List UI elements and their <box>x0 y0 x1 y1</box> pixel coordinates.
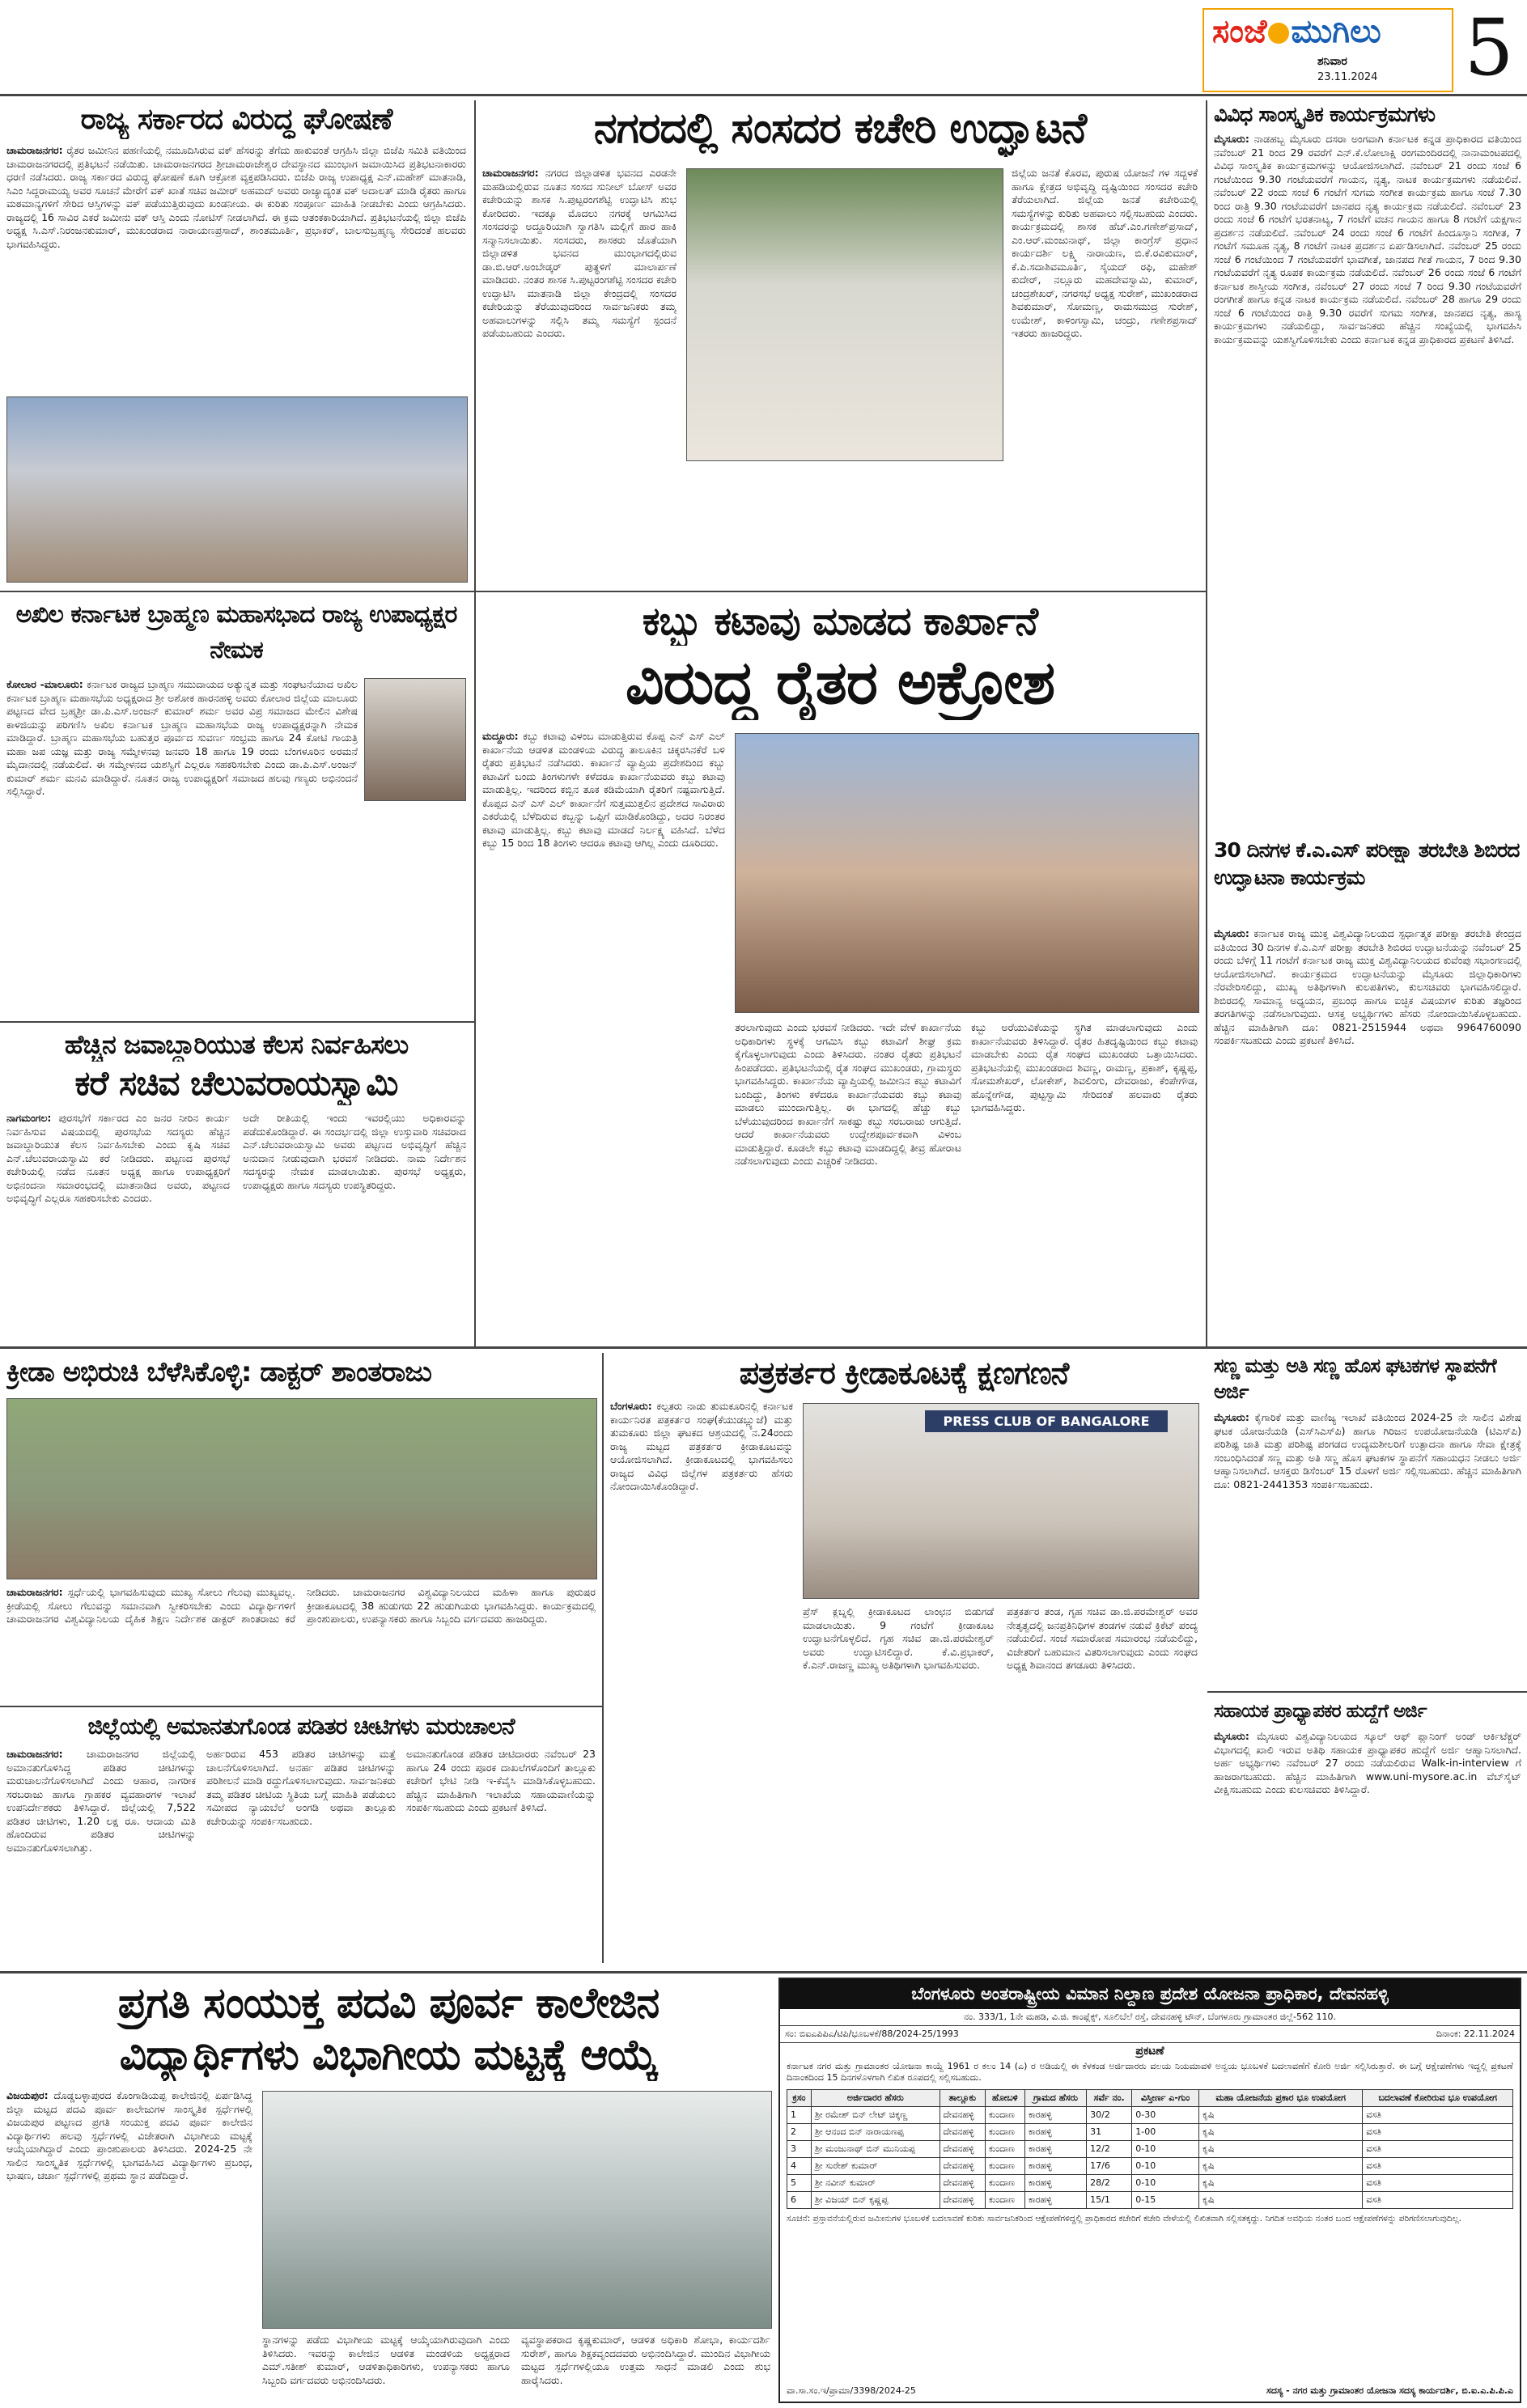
notice-table-header: ಗ್ರಾಮದ ಹೆಸರು <box>1024 2089 1086 2106</box>
notice-table-cell: ಕೃಷಿ <box>1198 2140 1362 2157</box>
notice-table-cell: ವಸತಿ <box>1363 2106 1513 2123</box>
article-headline: 30 ದಿನಗಳ ಕೆ.ಎ.ಎಸ್ ಪರೀಕ್ಷಾ ತರಬೇತಿ ಶಿಬಿರದ ಉದ್ಘಾಟನಾ ಕಾರ್ಯಕ್ರಮ <box>1214 838 1520 889</box>
article-col-1: ಮದ್ದೂರು: ಕಬ್ಬು ಕಟಾವು ವಿಳಂಬ ಮಾಡುತ್ತಿರುವ ಕೊಪ್ಪ ಎನ್ ಎಸ್ ಎಲ್ ಕಾರ್ಖಾನೆಯ ಆಡಳಿತ ಮಂಡಳಿಯ ವಿರುದ್ಧ ತಾಲೂಕಿನ ಚಿಕ್ಕರಸಿನಕೆರೆ ಬಳಿ ರೈತರು ಪ್ರತಿಭಟನೆ ನಡೆಸಿದರು. ಕಾರ್ಖಾನೆ ವ್ಯಾಪ್ತಿಯ ಪ್ರದೇಶದಿಂದ ಕಬ್ಬು ಕಟಾವಿಗೆ ಬಂದು ತಿಂಗಳುಗಳೇ ಕಳೆದರೂ ಕಾರ್ಖಾನೆಯವರು ಕಬ್ಬು ಕಟಾವು ಮಾಡುತ್ತಿಲ್ಲ. ಇದರಿಂದ ಕಬ್ಬಿನ ತೂಕ ಕಡಿಮೆಯಾಗಿ ರೈತರಿಗೆ ನಷ್ಟವಾಗುತ್ತಿದೆ. ಕೊಪ್ಪದ ಎನ್ ಎಸ್ ಎಲ್ ಕಾರ್ಖಾನೆಗೆ ಸುತ್ತಮುತ್ತಲಿನ ಪ್ರದೇಶದ ಸಾವಿರಾರು ಎಕರೆಯಲ್ಲಿ ಬೆಳೆದಿರುವ ಕಬ್ಬನ್ನು ಒಪ್ಪಿಗೆ ಮಾಡಿಕೊಂಡಿದ್ದು, ಅದರ ನಿರಂತರ ಕಟಾವು ಮಾಡುತ್ತಿಲ್ಲ. ಕಬ್ಬು ಕಟಾವು ಮಾಡದೆ ನಿರ್ಲಕ್ಷ್ಯ ವಹಿಸಿದೆ. ಬೆಳೆದ ಕಬ್ಬು 15 ರಿಂದ 18 ತಿಂಗಳು ಆದರೂ ಕಟಾವು ಆಗಿಲ್ಲ ಎಂದು ದೂರಿದರು. <box>482 730 725 849</box>
article-headline: ಸಹಾಯಕ ಪ್ರಾಧ್ಯಾಪಕರ ಹುದ್ದೆಗೆ ಅರ್ಜಿ <box>1214 1701 1427 1722</box>
notice-footer-left: ವಾ.ಸಾ.ಸಂ.ಇ/ಪ್ರಾಮಾ/3398/2024-25 <box>787 2385 916 2396</box>
notice-table-cell: 0-10 <box>1132 2140 1199 2157</box>
notice-table-cell: 5 <box>787 2174 812 2191</box>
notice-table-header: ವಿಸ್ತೀರ್ಣ ಎ-ಗುಂ <box>1132 2089 1199 2106</box>
notice-table-cell: ಕುಂದಾಣ <box>985 2174 1024 2191</box>
notice-table-cell: 0-15 <box>1132 2191 1199 2208</box>
notice-table-cell: ಕಾರಹಳ್ಳಿ <box>1024 2140 1086 2157</box>
notice-table-cell: 6 <box>787 2191 812 2208</box>
notice-table-cell: ಕಾರಹಳ್ಳಿ <box>1024 2106 1086 2123</box>
article-col-1: ಬೆಂಗಳೂರು: ಕಲ್ಪತರು ನಾಡು ತುಮಕೂರಿನಲ್ಲಿ ಕರ್ನಾಟಕ ಕಾರ್ಯನಿರತ ಪತ್ರಕರ್ತರ ಸಂಘ(ಕೆಯುಡಬ್ಲ್ಯುಜೆ) ಮತ್ತು ತುಮಕೂರು ಜಿಲ್ಲಾ ಘಟಕದ ಆಶ್ರಯದಲ್ಲಿ ನ.24ರಂದು ರಾಜ್ಯ ಮಟ್ಟದ ಪತ್ರಕರ್ತರ ಕ್ರೀಡಾಕೂಟವನ್ನು ಆಯೋಜಿಸಲಾಗಿದೆ. ಕ್ರೀಡಾಕೂಟದಲ್ಲಿ ಭಾಗವಹಿಸಲು ರಾಜ್ಯದ ವಿವಿಧ ಜಿಲ್ಲೆಗಳ ಪತ್ರಕರ್ತರು ಹೆಸರು ನೋಂದಾಯಿಸಿಕೊಂಡಿದ್ದಾರೆ. <box>610 1400 793 1492</box>
article-headline-line2: ವಿರುದ್ಧ ರೈತರ ಅಕ್ರೋಶ <box>625 648 1055 718</box>
notice-table-cell: 1-00 <box>1132 2123 1199 2140</box>
notice-table-cell: ಕಾರಹಳ್ಳಿ <box>1024 2191 1086 2208</box>
article-headline-line1: ಹೆಚ್ಚಿನ ಜವಾಬ್ದಾರಿಯುತ ಕೆಲಸ ನಿರ್ವಹಿಸಲು <box>64 1029 409 1060</box>
notice-table-row <box>787 2123 1513 2140</box>
article-body: ಚಾಮರಾಜನಗರ: ರೈತರ ಜಮೀನಿನ ಪಹಣಿಯಲ್ಲಿ ನಮೂದಿಸಿರುವ ವಕ್ ಹೆಸರನ್ನು ತೆಗೆದು ಹಾಕುವಂತೆ ಆಗ್ರಹಿಸಿ ಜಿಲ್ಲಾ ಬಿಜೆಪಿ ಸಮಿತಿ ವತಿಯಿಂದ ಚಾಮರಾಜನಗರದಲ್ಲಿ ಪ್ರತಿಭಟನೆ ನಡೆಯಿತು. ಚಾಮರಾಜನಗರದ ಶ್ರೀಚಾಮರಾಜೇಶ್ವರ ದೇವಸ್ಥಾನದ ಮುಂಭಾಗ ಜಮಾಯಿಸಿದ ಪ್ರತಿಭಟನಾಕಾರರು ಧರಣಿ ನಡೆಸಿದರು. ರಾಜ್ಯ ಸರ್ಕಾರದ ವಿರುದ್ಧ ಘೋಷಣೆ ಕೂಗಿ ಆಕ್ರೋಶ ವ್ಯಕ್ತಪಡಿಸಿದರು. ಬಿಜೆಪಿ ರಾಜ್ಯ ಉಪಾಧ್ಯಕ್ಷ ಎನ್.ಮಹೇಶ್ ಮಾತನಾಡಿ, ಸಿಎಂ ಸಿದ್ದರಾಮಯ್ಯ ಅವರ ಸೂಚನೆ ಮೇರೆಗೆ ವಕ್ ಖಾತೆ ಸಚಿವ ಜಮೀರ್ ಅಹಮದ್ ಅವರು ರಾಜ್ಯಾದ್ಯಂತ ವಕ್ ಅದಾಲತ್ ಮಾಡಿ ರೈತರು ಹಾಗೂ ಮಠಮಾನ್ಯಗಳಿಗೆ ಸೇರಿದ ಆಸ್ತಿಗಳನ್ನು ವಕ್ ಪಡೆಯುತ್ತಿರುವುದು ಖಂಡನೀಯ. ಈ ಕುರಿತು ಸಂಪೂರ್ಣ ಮಾಹಿತಿ ನೀಡಬೇಕು ಎಂದು ಆಗ್ರಹಿಸಿದರು. ರಾಜ್ಯದಲ್ಲಿ 16 ಸಾವಿರ ಎಕರೆ ಜಮೀನು ವಕ್ ಆಸ್ತಿ ಎಂದು ನೋಟಿಸ್ ನೀಡಲಾಗಿದೆ. ಈ ಕ್ರಮ ಆತಂಕಕಾರಿಯಾಗಿದೆ. ಪ್ರತಿಭಟನೆಯಲ್ಲಿ ಜಿಲ್ಲಾ ಬಿಜೆಪಿ ಅಧ್ಯಕ್ಷ ಸಿ.ಎಸ್.ನಿರಂಜನಕುಮಾರ್, ಮುಖಂಡರಾದ ನಾರಾಯಣಪ್ರಸಾದ್, ಶಾಂತಮೂರ್ತಿ, ಪ್ರಭಾಕರ್, ಬಾಲಸುಬ್ರಹ್ಮಣ್ಯ ಸೇರಿದಂತೆ ಹಲವರು ಭಾಗವಹಿಸಿದ್ದರು. <box>6 144 466 250</box>
students-photo <box>262 2091 772 2329</box>
article-journalists-sports-meet <box>610 1353 1198 1963</box>
notice-table-cell: ಕೃಷಿ <box>1198 2174 1362 2191</box>
notice-table-cell: ದೇವನಹಳ್ಳಿ <box>940 2106 985 2123</box>
article-headline: ಪತ್ರಕರ್ತರ ಕ್ರೀಡಾಕೂಟಕ್ಕೆ ಕ್ಷಣಗಣನೆ <box>739 1355 1069 1391</box>
article-body: ಮೈಸೂರು: ಕೈಗಾರಿಕೆ ಮತ್ತು ವಾಣಿಜ್ಯ ಇಲಾಖೆ ವತಿಯಿಂದ 2024-25 ನೇ ಸಾಲಿನ ವಿಶೇಷ ಘಟಕ ಯೋಜನೆಯಡಿ (ಎಸ್‌ಸಿಎಸ್‌ಪಿ) ಹಾಗೂ ಗಿರಿಜನ ಉಪಯೋಜನೆಯಡಿ (ಟಿಎಸ್‌ಪಿ) ಪರಿಶಿಷ್ಟ ಜಾತಿ ಮತ್ತು ಪರಿಶಿಷ್ಟ ಪಂಗಡದ ಉದ್ಯಮಶೀಲರಿಗೆ ಉತ್ಪಾದನಾ ಹಾಗೂ ಸೇವಾ ಕ್ಷೇತ್ರಕ್ಕೆ ಸಂಬಂಧಿಸಿದಂತೆ ಸಣ್ಣ ಮತ್ತು ಅತಿ ಸಣ್ಣ ಹೊಸ ಘಟಕಗಳ ಸ್ಥಾಪನೆಗೆ ಸಹಾಯಧನ ನೀಡಲು ಅರ್ಜಿ ಆಹ್ವಾನಿಸಲಾಗಿದೆ. ಆಸಕ್ತರು ಡಿಸೆಂಬರ್ 15 ರೊಳಗೆ ಅರ್ಜಿ ಸಲ್ಲಿಸಬಹುದು. ಹೆಚ್ಚಿನ ಮಾಹಿತಿಗಾಗಿ ದೂ: 0821-2441353 ಸಂಪರ್ಕಿಸಬಹುದು. <box>1214 1411 1521 1490</box>
notice-table-cell: ಶ್ರೀ ರಮೇಶ್ ಬಿನ್ ಲೇಟ್ ಚಿಕ್ಕಣ್ಣ <box>811 2106 940 2123</box>
notice-table-cell: ಶ್ರೀ ಆನಂದ ಬಿನ್ ನಾರಾಯಣಪ್ಪ <box>811 2123 940 2140</box>
notice-table-cell: ಶ್ರೀ ಸುರೇಶ್ ಕುಮಾರ್ <box>811 2157 940 2174</box>
article-col-2: ಅದೇ ರೀತಿಯಲ್ಲಿ ಇಂದು ಇವರಲ್ಲಿಯು ಅಧಿಕಾರವನ್ನು ಪಡೆದುಕೊಂಡಿದ್ದಾರೆ. ಈ ಸಂದರ್ಭದಲ್ಲಿ ಜಿಲ್ಲಾ ಉಸ್ತುವಾರಿ ಸಚಿವರಾದ ಎನ್.ಚೆಲುವರಾಯಸ್ವಾಮಿ ಅವರು ಪಟ್ಟಣದ ಅಭಿವೃದ್ಧಿಗೆ ಹೆಚ್ಚಿನ ಅನುದಾನ ನೀಡುವುದಾಗಿ ಭರವಸೆ ನೀಡಿದರು. ನಾಮ ನಿರ್ದೇಶನ ಸದಸ್ಯರನ್ನು ನೇಮಕ ಮಾಡಲಾಯಿತು. ಪುರಸಭೆ ಅಧ್ಯಕ್ಷರು, ಉಪಾಧ್ಯಕ್ಷರು ಹಾಗೂ ಸದಸ್ಯರು ಉಪಸ್ಥಿತರಿದ್ದರು. <box>243 1112 466 1191</box>
masthead <box>1203 8 1453 92</box>
notice-table-cell: ಶ್ರೀ ನವೀನ್ ಕುಮಾರ್ <box>811 2174 940 2191</box>
notice-table-cell: ದೇವನಹಳ್ಳಿ <box>940 2123 985 2140</box>
notice-table-cell: 0-10 <box>1132 2174 1199 2191</box>
article-sports-interest <box>6 1353 596 1701</box>
notice-table-row <box>787 2106 1513 2123</box>
notice-table <box>787 2089 1513 2209</box>
notice-footer-right: ಸದಸ್ಯ - ನಗರ ಮತ್ತು ಗ್ರಾಮಾಂತರ ಯೋಜನಾ ಸದಸ್ಯ ಕಾರ್ಯದರ್ಶಿ, ಬಿ.ಐ.ಎ.ಪಿ.ಪಿ.ಎ <box>1266 2385 1513 2396</box>
article-col-1: ಚಾಮರಾಜನಗರ: ಚಾಮರಾಜನಗರ ಜಿಲ್ಲೆಯಲ್ಲಿ ಅಮಾನತುಗೊಳಿಸಿದ್ದ ಪಡಿತರ ಚೀಟಿಗಳನ್ನು ಮರುಚಾಲನೆಗೊಳಿಸಲಾಗಿದೆ ಎಂದು ಆಹಾರ, ನಾಗರೀಕ ಸರಬರಾಜು ಹಾಗೂ ಗ್ರಾಹಕರ ವ್ಯವಹಾರಗಳ ಇಲಾಖೆ ಉಪನಿರ್ದೇಶಕರು ತಿಳಿಸಿದ್ದಾರೆ. ಜಿಲ್ಲೆಯಲ್ಲಿ 7,522 ಪಡಿತರ ಚೀಟಿಗಳು, 1.20 ಲಕ್ಷ ರೂ. ಆದಾಯ ಮಿತಿ ಹೊಂದಿರುವ ಪಡಿತರ ಚೀಟಿಗಳನ್ನು ಅಮಾನತುಗೊಳಿಸಲಾಗಿತ್ತು. <box>6 1748 196 1854</box>
article-col-4: ಕಬ್ಬು ಅರೆಯುವಿಕೆಯನ್ನು ಸ್ಥಗಿತ ಮಾಡಲಾಗುವುದು ಎಂದು ಕಾರ್ಖಾನೆಯವರು ತಿಳಿಸಿದ್ದಾರೆ. ರೈತರ ಹಿತದೃಷ್ಟಿಯಿಂದ ಕಬ್ಬು ಕಟಾವು ಮಾಡಬೇಕು ಎಂದು ರೈತ ಸಂಘದ ಮುಖಂಡರು ಒತ್ತಾಯಿಸಿದರು. ಪ್ರತಿಭಟನೆಯಲ್ಲಿ ಮುಖಂಡರಾದ ಶಿವಣ್ಣ, ರಾಮಣ್ಣ, ಪ್ರಕಾಶ್, ಕೃಷ್ಣಪ್ಪ, ಸೋಮಶೇಖರ್, ಲೋಕೇಶ್, ಶಿವಲಿಂಗು, ದೇವರಾಜು, ಕೆಂಪೇಗೌಡ, ಹೊನ್ನೇಗೌಡ, ಪುಟ್ಟಸ್ವಾಮಿ ಸೇರಿದಂತೆ ಹಲವಾರು ರೈತರು ಭಾಗವಹಿಸಿದ್ದರು. <box>971 1021 1198 1113</box>
notice-table-cell: ದೇವನಹಳ್ಳಿ <box>940 2140 985 2157</box>
article-cultural-programs <box>1214 100 1521 829</box>
notice-table-header: ಸರ್ವೆ ನಂ. <box>1087 2089 1132 2106</box>
masthead-day: ಶನಿವಾರ <box>1317 55 1347 68</box>
notice-table-cell: ಕಾರಹಳ್ಳಿ <box>1024 2174 1086 2191</box>
notice-table-cell: ಕುಂದಾಣ <box>985 2157 1024 2174</box>
notice-table-cell: ಕೃಷಿ <box>1198 2123 1362 2140</box>
notice-table-cell: ಶ್ರೀ ವಿಜಯ್ ಬಿನ್ ಕೃಷ್ಣಪ್ಪ <box>811 2191 940 2208</box>
article-minister-cheluvarayaswamy <box>6 1028 466 1335</box>
notice-table-cell: ವಸತಿ <box>1363 2191 1513 2208</box>
notice-table-header: ಹೋಬಳಿ <box>985 2089 1024 2106</box>
notice-title: ಬೆಂಗಳೂರು ಅಂತರಾಷ್ಟ್ರೀಯ ವಿಮಾನ ನಿಲ್ದಾಣ ಪ್ರದೇಶ ಯೋಜನಾ ಪ್ರಾಧಿಕಾರ, ದೇವನಹಳ್ಳಿ <box>780 1979 1520 2009</box>
notice-table-cell: ಕೃಷಿ <box>1198 2191 1362 2208</box>
article-brahmana-mahasabha <box>6 597 466 1015</box>
notice-table-cell: ವಸತಿ <box>1363 2157 1513 2174</box>
notice-table-cell: ಕಾರಹಳ್ಳಿ <box>1024 2157 1086 2174</box>
farmers-protest-photo <box>735 733 1199 1013</box>
article-headline: ಅಖಿಲ ಕರ್ನಾಟಕ ಬ್ರಾಹ್ಮಣ ಮಹಾಸಭಾದ ರಾಜ್ಯ ಉಪಾಧ್ಯಕ್ಷರ ನೇಮಕ <box>15 600 457 664</box>
notice-table-cell: ಕೃಷಿ <box>1198 2157 1362 2174</box>
article-col-1: ಚಾಮರಾಜನಗರ: ನಗರದ ಜಿಲ್ಲಾಡಳಿತ ಭವನದ ಎರಡನೇ ಮಹಡಿಯಲ್ಲಿರುವ ನೂತನ ಸಂಸದ ಸುನೀಲ್ ಬೋಸ್ ಅವರ ಕಚೇರಿಯನ್ನು ಶಾಸಕ ಸಿ.ಪುಟ್ಟರಂಗಶೆಟ್ಟಿ ಉದ್ಘಾಟಿಸಿ ಶುಭ ಕೋರಿದರು. ಇದಕ್ಕೂ ಮೊದಲು ನಗರಕ್ಕೆ ಆಗಮಿಸಿದ ಸಂಸದರನ್ನು ಅದ್ದೂರಿಯಾಗಿ ಸ್ವಾಗತಿಸಿ ಮಲ್ಲಿಗೆ ಹಾರ ಹಾಕಿ ಸನ್ಮಾನಿಸಲಾಯಿತು. ಸಂಸದರು, ಶಾಸಕರು ಜೊತೆಯಾಗಿ ಜಿಲ್ಲಾಡಳಿತ ಭವನದ ಮುಂಭಾಗದಲ್ಲಿರುವ ಡಾ.ಬಿ.ಆರ್.ಅಂಬೇಡ್ಕರ್ ಪುತ್ಥಳಿಗೆ ಮಾಲಾರ್ಪಣೆ ಮಾಡಿದರು. ನಂತರ ಶಾಸಕ ಸಿ.ಪುಟ್ಟರಂಗಶೆಟ್ಟಿ ಸಂಸದರ ಕಚೇರಿ ಉದ್ಘಾಟಿಸಿ ಮಾತನಾಡಿ ಜಿಲ್ಲಾ ಕೇಂದ್ರದಲ್ಲಿ ಸಂಸದರ ಕಚೇರಿಯನ್ನು ತೆರೆಯುವುದರಿಂದ ಸಾರ್ವಜನಿಕರು ತಮ್ಮ ಅಹವಾಲುಗಳನ್ನು ಸಲ್ಲಿಸಿ ತಮ್ಮ ಸಮಸ್ಯೆಗೆ ಸ್ಪಂದನೆ ಪಡೆಯಬಹುದು ಎಂದರು. <box>482 167 677 339</box>
article-col-3: ಅಮಾನತುಗೊಂಡ ಪಡಿತರ ಚೀಟಿದಾರರು ನವೆಂಬರ್ 23 ಹಾಗೂ 24 ರಂದು ಪೂರಕ ದಾಖಲೆಗಳೊಂದಿಗೆ ತಾಲ್ಲೂಕು ಕಚೇರಿಗೆ ಭೇಟಿ ನೀಡಿ ಇ-ಕೆವೈಸಿ ಮಾಡಿಸಿಕೊಳ್ಳಬಹುದು. ಹೆಚ್ಚಿನ ಮಾಹಿತಿಗಾಗಿ ಇಲಾಖೆಯ ಸಹಾಯವಾಣಿಯನ್ನು ಸಂಪರ್ಕಿಸಬಹುದು ಎಂದು ಪ್ರಕಟಣೆ ತಿಳಿಸಿದೆ. <box>406 1748 596 1813</box>
notice-note: ಸೂಚನೆ: ಪ್ರಸ್ತಾವನೆಯಲ್ಲಿರುವ ಜಮೀನುಗಳ ಭೂಬಳಕೆ ಬದಲಾವಣೆ ಕುರಿತು ಸಾರ್ವಜನಿಕರಿಂದ ಆಕ್ಷೇಪಣೆಗಳಿದ್ದಲ್ಲಿ ಪ್ರಾಧಿಕಾರದ ಕಚೇರಿಗೆ ಕಚೇರಿ ವೇಳೆಯಲ್ಲಿ ಲಿಖಿತವಾಗಿ ಸಲ್ಲಿಸತಕ್ಕದ್ದು. ನಿಗದಿತ ಅವಧಿಯ ನಂತರ ಬಂದ ಆಕ್ಷೇಪಣೆಗಳನ್ನು ಪರಿಗಣಿಸಲಾಗುವುದಿಲ್ಲ. <box>787 2213 1462 2224</box>
article-col-2: ಸ್ಥಾನಗಳನ್ನು ಪಡೆದು ವಿಭಾಗೀಯ ಮಟ್ಟಕ್ಕೆ ಆಯ್ಕೆಯಾಗಿರುವುದಾಗಿ ಎಂದು ತಿಳಿಸಿದರು. ಇವರನ್ನು ಕಾಲೇಜಿನ ಆಡಳಿತ ಮಂಡಳಿಯ ಅಧ್ಯಕ್ಷರಾದ ಎಮ್.ಸತೀಶ್ ಕುಮಾರ್, ಆಡಳಿತಾಧಿಕಾರಿಗಳು, ಉಪನ್ಯಾಸಕರು ಹಾಗೂ ಸಿಬ್ಬಂದಿ ವರ್ಗದವರು ಅಭಿನಂದಿಸಿದರು. <box>262 2334 510 2386</box>
notice-table-cell: 2 <box>787 2123 812 2140</box>
notice-table-cell: ಕುಂದಾಣ <box>985 2191 1024 2208</box>
notice-subtitle: ಪ್ರಕಟಣೆ <box>1135 2045 1164 2058</box>
notice-table-cell: ಕಾರಹಳ್ಳಿ <box>1024 2123 1086 2140</box>
notice-table-row <box>787 2157 1513 2174</box>
article-body: ಮೈಸೂರು: ನಾಡಹಬ್ಬ ಮೈಸೂರು ದಸರಾ ಅಂಗವಾಗಿ ಕರ್ನಾಟಕ ಕನ್ನಡ ಪ್ರಾಧಿಕಾರದ ವತಿಯಿಂದ ನವೆಂಬರ್ 21 ರಿಂದ 29 ರವರೆಗೆ ಎನ್.ಕೆ.ಲೋಲಾಕ್ಷಿ ರಂಗಮಂದಿರದಲ್ಲಿ ನಾನಾಮಂಟಪದಲ್ಲಿ ವಿವಿಧ ಸಾಂಸ್ಕೃತಿಕ ಕಾರ್ಯಕ್ರಮಗಳನ್ನು ಆಯೋಜಿಸಲಾಗಿದೆ. ನವೆಂಬರ್ 21 ರಂದು ಸಂಜೆ 6 ಗಂಟೆಯಿಂದ 9.30 ಗಂಟೆಯವರೆಗೆ ಗಾಯನ, ನೃತ್ಯ, ನಾಟಕ ಕಾರ್ಯಕ್ರಮಗಳು ನಡೆಯಲಿವೆ. ನವೆಂಬರ್ 22 ರಂದು ಸಂಜೆ 6 ಗಂಟೆಗೆ ಸುಗಮ ಸಂಗೀತ ಕಾರ್ಯಕ್ರಮ ಹಾಗೂ ಸಂಜೆ 7.30 ರಿಂದ ರಾತ್ರಿ 9.30 ಗಂಟೆಯವರೆಗೆ ಜಾನಪದ ನೃತ್ಯ ಕಾರ್ಯಕ್ರಮ ನಡೆಯಲಿದೆ. ನವೆಂಬರ್ 23 ರಂದು ಸಂಜೆ 6 ಗಂಟೆಗೆ ಭರತನಾಟ್ಯ, 7 ಗಂಟೆಗೆ ವಚನ ಗಾಯನ ಹಾಗೂ 8 ಗಂಟೆಗೆ ಯಕ್ಷಗಾನ ಪ್ರದರ್ಶನ ನಡೆಯಲಿದೆ. ನವೆಂಬರ್ 24 ರಂದು ಸಂಜೆ 6 ಗಂಟೆಗೆ ಹಿಂದೂಸ್ತಾನಿ ಸಂಗೀತ, 7 ಗಂಟೆಗೆ ಸಮೂಹ ನೃತ್ಯ, 8 ಗಂಟೆಗೆ ನಾಟಕ ಪ್ರದರ್ಶನ ಏರ್ಪಡಿಸಲಾಗಿದೆ. ನವೆಂಬರ್ 25 ರಂದು ಸಂಜೆ 6 ಗಂಟೆಯಿಂದ 7 ಗಂಟೆಯವರೆಗೆ ಭಾವಗೀತೆ, ಜಾನಪದ ಗೀತೆ ಗಾಯನ, 7 ರಿಂದ 9.30 ಗಂಟೆಯವರೆಗೆ ನೃತ್ಯ ರೂಪಕ ಕಾರ್ಯಕ್ರಮ ನಡೆಯಲಿದೆ. ನವೆಂಬರ್ 26 ರಂದು ಸಂಜೆ 6 ಗಂಟೆಗೆ ಕರ್ನಾಟಕ ಶಾಸ್ತ್ರೀಯ ಸಂಗೀತ, ನವೆಂಬರ್ 27 ರಂದು ಸಂಜೆ 7 ರಿಂದ 9.30 ಗಂಟೆಯವರೆಗೆ ರಂಗಗೀತೆ ಹಾಗೂ ಕನ್ನಡ ನಾಟಕ ಕಾರ್ಯಕ್ರಮ ನಡೆಯಲಿದೆ. ನವೆಂಬರ್ 28 ಹಾಗೂ 29 ರಂದು ಸಂಜೆ 6 ಗಂಟೆಯಿಂದ ರಾತ್ರಿ 9.30 ರವರೆಗೆ ಸುಗಮ ಸಂಗೀತ, ಜಾನಪದ ನೃತ್ಯ, ಹಾಸ್ಯ ಕಾರ್ಯಕ್ರಮಗಳು ನಡೆಯಲಿದ್ದು, ಸಾರ್ವಜನಿಕರು ಹೆಚ್ಚಿನ ಸಂಖ್ಯೆಯಲ್ಲಿ ಭಾಗವಹಿಸಿ ಕಾರ್ಯಕ್ರಮವನ್ನು ಯಶಸ್ವಿಗೊಳಿಸಬೇಕು ಎಂದು ಕರ್ನಾಟಕ ಕನ್ನಡ ಪ್ರಾಧಿಕಾರದ ಪ್ರಕಟಣೆ ತಿಳಿಸಿದೆ. <box>1214 133 1521 346</box>
notice-table-cell: 4 <box>787 2157 812 2174</box>
article-body: ಚಾಮರಾಜನಗರ: ಸ್ಪರ್ಧೆಯಲ್ಲಿ ಭಾಗವಹಿಸುವುದು ಮುಖ್ಯ ಸೋಲು ಗೆಲುವು ಮುಖ್ಯವಲ್ಲ. ಕ್ರೀಡೆಯಲ್ಲಿ ಸೋಲು ಗೆಲುವನ್ನು ಸಮಾನವಾಗಿ ಸ್ವೀಕರಿಸಬೇಕು ಎಂದು ವಿದ್ಯಾರ್ಥಿಗಳಿಗೆ ಚಾಮರಾಜನಗರ ವಿಶ್ವವಿದ್ಯಾನಿಲಯ ದೈಹಿಕ ಶಿಕ್ಷಣ ನಿರ್ದೇಶಕ ಡಾಕ್ಟರ್ ಶಾಂತರಾಜು ಕರೆ ನೀಡಿದರು. ಚಾಮರಾಜನಗರ ವಿಶ್ವವಿದ್ಯಾನಿಲಯದ ಮಹಿಳಾ ಹಾಗೂ ಪುರುಷರ ಕ್ರೀಡಾಕೂಟದಲ್ಲಿ 38 ಹುಡುಗರು 22 ಹುಡುಗಿಯರು ಭಾಗವಹಿಸಿದ್ದರು. ಕಾರ್ಯಕ್ರಮದಲ್ಲಿ ಪ್ರಾಂಶುಪಾಲರು, ಉಪನ್ಯಾಸಕರು ಹಾಗೂ ಸಿಬ್ಬಂದಿ ವರ್ಗದವರು ಹಾಜರಿದ್ದರು. <box>6 1586 596 1625</box>
notice-table-cell: ವಸತಿ <box>1363 2140 1513 2157</box>
notice-table-cell: 31 <box>1087 2123 1132 2140</box>
portrait-photo <box>364 678 466 801</box>
notice-table-cell: ಕುಂದಾಣ <box>985 2123 1024 2140</box>
article-col-2: ಜಿಲ್ಲೆಯ ಜನತೆ ಕೊರವ, ಪುರುಷ ಯೋಜನೆ ಗಳ ಸದ್ಬಳಕೆ ಹಾಗೂ ಕ್ಷೇತ್ರದ ಅಭಿವೃದ್ಧಿ ದೃಷ್ಟಿಯಿಂದ ಸಂಸದರ ಕಚೇರಿ ತೆರೆಯಲಾಗಿದೆ. ಜಿಲ್ಲೆಯ ಜನತೆ ಕಚೇರಿಯಲ್ಲಿ ಸಮಸ್ಯೆಗಳನ್ನು ಕುರಿತು ಅಹವಾಲು ಸಲ್ಲಿಸಬಹುದು ಎಂದರು. ಕಾರ್ಯಕ್ರಮದಲ್ಲಿ ಶಾಸಕ ಹೆಚ್.ಎಂ.ಗಣೇಶ್‌ಪ್ರಸಾದ್, ಎಂ.ಆರ್.ಮಂಜುನಾಥ್, ಜಿಲ್ಲಾ ಕಾಂಗ್ರೆಸ್ ಪ್ರಧಾನ ಕಾರ್ಯದರ್ಶಿ ಲಕ್ಷ್ಮಿ ನಾರಾಯಣ, ಬಿ.ಕೆ.ರವಿಕುಮಾರ್, ಕೆ.ಪಿ.ಸದಾಶಿವಮೂರ್ತಿ, ಸೈಯದ್ ರಫಿ, ಮಹೇಶ್ ಕುದೇರ್, ನಲ್ಲೂರು ಮಹದೇವಸ್ವಾಮಿ, ಕುಮಾರ್, ಚಂದ್ರಶೇಖರ್, ನಗರಸಭೆ ಅಧ್ಯಕ್ಷ ಸುರೇಶ್, ಮುಖಂಡರಾದ ಶಿವಕುಮಾರ್, ಸೋಮಣ್ಣ, ರಾಮಸಮುದ್ರ ಸುರೇಶ್, ಉಮೇಶ್, ಕಾಳಿಂಗಸ್ವಾಮಿ, ಚಂದ್ರು, ಗಣೇಶಪ್ರಸಾದ್ ಇತರರು ಹಾಜರಿದ್ದರು. <box>1012 167 1198 339</box>
article-headline: ಕ್ರೀಡಾ ಅಭಿರುಚಿ ಬೆಳೆಸಿಕೊಳ್ಳಿ: ಡಾಕ್ಟರ್ ಶಾಂತರಾಜು <box>6 1356 431 1388</box>
notice-intro: ಕರ್ನಾಟಕ ನಗರ ಮತ್ತು ಗ್ರಾಮಾಂತರ ಯೋಜನಾ ಕಾಯ್ದೆ 1961 ರ ಕಲಂ 14 (ಎ) ರ ಅಡಿಯಲ್ಲಿ ಈ ಕೆಳಕಂಡ ಅರ್ಜಿದಾರರು ವಲಯ ನಿಯಮಾವಳಿ ಅನ್ವಯ ಭೂಬಳಕೆ ಬದಲಾವಣೆಗೆ ಕೋರಿ ಅರ್ಜಿ ಸಲ್ಲಿಸಿರುತ್ತಾರೆ. ಈ ಬಗ್ಗೆ ಆಕ್ಷೇಪಣೆಗಳು ಇದ್ದಲ್ಲಿ ಪ್ರಕಟಣೆ ದಿನಾಂಕದಿಂದ 15 ದಿನಗಳೊಳಗಾಗಿ ಲಿಖಿತ ರೂಪದಲ್ಲಿ ಸಲ್ಲಿಸಬಹುದು. <box>787 2061 1513 2084</box>
notice-table-cell: 1 <box>787 2106 812 2123</box>
notice-ref-no: ಸಂ: ಬಿಐಎಪಿಪಿಎ/ಟಿಪಿ/ಭೂಬಳಕೆ/88/2024-25/1993 <box>785 2029 959 2039</box>
article-col-2: ಅರ್ಹರಿರುವ 453 ಪಡಿತರ ಚೀಟಿಗಳನ್ನು ಮತ್ತೆ ಚಾಲನೆಗೊಳಿಸಲಾಗಿದೆ. ಅನರ್ಹ ಪಡಿತರ ಚೀಟಿಗಳನ್ನು ಪರಿಶೀಲನೆ ಮಾಡಿ ರದ್ದುಗೊಳಿಸಲಾಗುವುದು. ಸಾರ್ವಜನಿಕರು ತಮ್ಮ ಪಡಿತರ ಚೀಟಿಯ ಸ್ಥಿತಿಯ ಬಗ್ಗೆ ಮಾಹಿತಿ ಪಡೆಯಲು ಸಮೀಪದ ನ್ಯಾಯಬೆಲೆ ಅಂಗಡಿ ಅಥವಾ ತಾಲ್ಲೂಕು ಕಚೇರಿಯನ್ನು ಸಂಪರ್ಕಿಸಬಹುದು. <box>206 1748 396 1827</box>
notice-table-cell: 0-30 <box>1132 2106 1199 2123</box>
notice-table-header: ಕ್ರಸಂ <box>787 2089 812 2106</box>
article-headline: ಸಣ್ಣ ಮತ್ತು ಅತಿ ಸಣ್ಣ ಹೊಸ ಘಟಕಗಳ ಸ್ಥಾಪನೆಗೆ ಅರ್ಜಿ <box>1214 1354 1496 1403</box>
notice-table-header: ಅರ್ಜಿದಾರರ ಹೆಸರು <box>811 2089 940 2106</box>
article-headline: ನಗರದಲ್ಲಿ ಸಂಸದರ ಕಚೇರಿ ಉದ್ಘಾಟನೆ <box>593 104 1087 153</box>
notice-table-cell: ದೇವನಹಳ್ಳಿ <box>940 2191 985 2208</box>
article-body: ಮೈಸೂರು: ಕರ್ನಾಟಕ ರಾಜ್ಯ ಮುಕ್ತ ವಿಶ್ವವಿದ್ಯಾನಿಲಯದ ಸ್ಪರ್ಧಾತ್ಮಕ ಪರೀಕ್ಷಾ ತರಬೇತಿ ಕೇಂದ್ರದ ವತಿಯಿಂದ 30 ದಿನಗಳ ಕೆ.ಎ.ಎಸ್ ಪರೀಕ್ಷಾ ತರಬೇತಿ ಶಿಬಿರದ ಉದ್ಘಾಟನೆಯನ್ನು ನವೆಂಬರ್ 25 ರಂದು ಬೆಳಿಗ್ಗೆ 11 ಗಂಟೆಗೆ ಕರ್ನಾಟಕ ರಾಜ್ಯ ಮುಕ್ತ ವಿಶ್ವವಿದ್ಯಾನಿಲಯದ ಕುವೆಂಪು ಸಭಾಂಗಣದಲ್ಲಿ ಆಯೋಜಿಸಲಾಗಿದೆ. ಕಾರ್ಯಕ್ರಮದ ಉದ್ಘಾಟನೆಯನ್ನು ಮೈಸೂರು ಜಿಲ್ಲಾಧಿಕಾರಿಗಳು ನೆರವೇರಿಸಲಿದ್ದು, ಮುಖ್ಯ ಅತಿಥಿಗಳಾಗಿ ಕುಲಪತಿಗಳು, ಕುಲಸಚಿವರು ಭಾಗವಹಿಸಲಿದ್ದಾರೆ. ಶಿಬಿರದಲ್ಲಿ ಸಾಮಾನ್ಯ ಅಧ್ಯಯನ, ಪ್ರಬಂಧ ಹಾಗೂ ಐಚ್ಛಿಕ ವಿಷಯಗಳ ಕುರಿತು ತಜ್ಞರಿಂದ ತರಗತಿಗಳನ್ನು ನಡೆಸಲಾಗುವುದು. ಆಸಕ್ತ ಅಭ್ಯರ್ಥಿಗಳು ಹೆಸರು ನೋಂದಾಯಿಸಿಕೊಳ್ಳಬಹುದು. ಹೆಚ್ಚಿನ ಮಾಹಿತಿಗಾಗಿ ದೂ: 0821-2515944 ಅಥವಾ 9964760090 ಸಂಪರ್ಕಿಸಬಹುದು ಎಂದು ಪ್ರಕಟಣೆ ತಿಳಿಸಿದೆ. <box>1214 927 1521 1046</box>
article-headline-line1: ಪ್ರಗತಿ ಸಂಯುಕ್ತ ಪದವಿ ಪೂರ್ವ ಕಾಲೇಜಿನ <box>117 1979 660 2028</box>
article-col-3: ವ್ಯವಸ್ಥಾಪಕರಾದ ಕೃಷ್ಣಕುಮಾರ್, ಆಡಳಿತ ಅಧಿಕಾರಿ ಶೋಭಾ, ಕಾರ್ಯದರ್ಶಿ ಸುರೇಶ್, ಹಾಗೂ ಶಿಕ್ಷಕವೃಂದದವರು ಅಭಿನಂದಿಸಿದ್ದಾರೆ. ಮುಂದಿನ ವಿಭಾಗೀಯ ಮಟ್ಟದ ಸ್ಪರ್ಧೆಗಳಲ್ಲಿಯೂ ಉತ್ತಮ ಸಾಧನೆ ಮಾಡಲಿ ಎಂದು ಶುಭ ಹಾರೈಸಿದರು. <box>521 2334 770 2386</box>
article-kas-training <box>1214 837 1521 1354</box>
article-col-3: ಪತ್ರಕರ್ತರ ತಂಡ, ಗೃಹ ಸಚಿವ ಡಾ.ಜಿ.ಪರಮೇಶ್ವರ್ ಅವರ ನೇತೃತ್ವದಲ್ಲಿ ಜನಪ್ರತಿನಿಧಿಗಳ ತಂಡಗಳ ನಡುವೆ ಕ್ರಿಕೆಟ್ ಪಂದ್ಯ ನಡೆಯಲಿದೆ. ಸಂಜೆ ಸಮಾರೋಪ ಸಮಾರಂಭ ನಡೆಯಲಿದ್ದು, ವಿಜೇತರಿಗೆ ಬಹುಮಾನ ವಿತರಿಸಲಾಗುವುದು ಎಂದು ಸಂಘದ ಅಧ್ಯಕ್ಷ ಶಿವಾನಂದ ತಗಡೂರು ತಿಳಿಸಿದರು. <box>1007 1605 1198 1671</box>
article-col-1: ವಿಜಯಪುರ: ದೊಡ್ಡಬಳ್ಳಾಪುರದ ಕೊಂಗಾಡಿಯಪ್ಪ ಕಾಲೇಜಿನಲ್ಲಿ ಏರ್ಪಡಿಸಿದ್ದ ಜಿಲ್ಲಾ ಮಟ್ಟದ ಪದವಿ ಪೂರ್ವ ಕಾಲೇಜುಗಳ ಸಾಂಸ್ಕೃತಿಕ ಸ್ಪರ್ಧೆಗಳಲ್ಲಿ ವಿಜಯಪುರ ಪಟ್ಟಣದ ಪ್ರಗತಿ ಸಂಯುಕ್ತ ಪದವಿ ಪೂರ್ವ ಕಾಲೇಜಿನ ವಿದ್ಯಾರ್ಥಿಗಳು ಹಲವು ಸ್ಪರ್ಧೆಗಳಲ್ಲಿ ವಿಜೇತರಾಗಿ ವಿಭಾಗೀಯ ಮಟ್ಟಕ್ಕೆ ಆಯ್ಕೆಯಾಗಿದ್ದಾರೆ ಎಂದು ಪ್ರಾಂಶುಪಾಲರು ತಿಳಿಸಿದರು. 2024-25 ನೇ ಸಾಲಿನ ಸಾಂಸ್ಕೃತಿಕ ಸ್ಪರ್ಧೆಗಳಲ್ಲಿ ಭಾಗವಹಿಸಿದ ವಿದ್ಯಾರ್ಥಿಗಳು ಪ್ರಬಂಧ, ಭಾಷಣ, ಚರ್ಚಾ ಸ್ಪರ್ಧೆಗಳಲ್ಲಿ ಪ್ರಥಮ ಸ್ಥಾನ ಪಡೆದಿದ್ದಾರೆ. <box>6 2089 252 2181</box>
article-mp-office-inauguration <box>482 100 1198 586</box>
notice-table-row <box>787 2191 1513 2208</box>
article-headline-line2: ಕರೆ ಸಚಿವ ಚೆಲುವರಾಯಸ್ವಾಮಿ <box>74 1063 398 1103</box>
notice-table-cell: 28/2 <box>1087 2174 1132 2191</box>
protest-photo <box>6 396 468 583</box>
article-assistant-professor <box>1214 1698 1521 1965</box>
article-col-2 <box>482 1018 483 1019</box>
notice-address: ನಂ. 333/1, 1ನೇ ಮಹಡಿ, ವಿ.ಜಿ. ಕಾಂಪ್ಲೆಕ್ಸ್, ಸೂಲಿಬೆಲೆ ರಸ್ತೆ, ದೇವನಹಳ್ಳಿ ಟೌನ್, ಬೆಂಗಳೂರು ಗ್ರಾಮಾಂತರ ಜಿಲ್ಲೆ-562 110. <box>780 2009 1520 2026</box>
notice-table-cell: 3 <box>787 2140 812 2157</box>
notice-table-header: ತಾಲ್ಲೂಕು <box>940 2089 985 2106</box>
notice-table-cell: 30/2 <box>1087 2106 1132 2123</box>
article-state-govt-protest <box>6 100 466 586</box>
article-col-2: ಪ್ರೆಸ್ ಕ್ಲಬ್ನಲ್ಲಿ ಕ್ರೀಡಾಕೂಟದ ಲಾಂಛನ ಬಿಡುಗಡೆ ಮಾಡಲಾಯಿತು. 9 ಗಂಟೆಗೆ ಕ್ರೀಡಾಕೂಟ ಉದ್ಘಾಟನೆಗೊಳ್ಳಲಿದೆ. ಗೃಹ ಸಚಿವ ಡಾ.ಜಿ.ಪರಮೇಶ್ವರ್ ಅವರು ಉದ್ಘಾಟಿಸಲಿದ್ದಾರೆ. ಕೆ.ವಿ.ಪ್ರಭಾಕರ್, ಕೆ.ಎನ್.ರಾಜಣ್ಣ ಮುಖ್ಯ ಅತಿಥಿಗಳಾಗಿ ಭಾಗವಹಿಸುವರು. <box>803 1605 994 1671</box>
article-body: ಕೋಲಾರ -ಮಾಲೂರು: ಕರ್ನಾಟಕ ರಾಜ್ಯದ ಬ್ರಾಹ್ಮಣ ಸಮುದಾಯದ ಅತ್ಯುನ್ನತ ಮತ್ತು ಸಂಘಟನೆಯಾದ ಅಖಿಲ ಕರ್ನಾಟಕ ಬ್ರಾಹ್ಮಣ ಮಹಾಸಭೆಯ ಅಧ್ಯಕ್ಷರಾದ ಶ್ರೀ ಅಶೋಕ ಹಾರನಹಳ್ಳಿ ಅವರು ಕೋಲಾರ ಜಿಲ್ಲೆಯ ಮಾಲೂರು ಪಟ್ಟಣದ ವೇದ ಬ್ರಹ್ಮಶ್ರೀ ಡಾ.ಪಿ.ಎಸ್.ಅಂಜನ್ ಕುಮಾರ್ ಶರ್ಮ ಅವರ ವಿಪ್ರ ಸಮಾಜದ ಮೇಲಿನ ವಿಶೇಷ ಕಾಳಜಿಯನ್ನು ಪರಿಗಣಿಸಿ ಅಖಿಲ ಕರ್ನಾಟಕ ಬ್ರಾಹ್ಮಣ ಮಹಾಸಭೆಯ ರಾಜ್ಯ ಉಪಾಧ್ಯಕ್ಷರನ್ನಾಗಿ ನೇಮಕ ಮಾಡಿದ್ದಾರೆ. ಬ್ರಾಹ್ಮಣ ಮಹಾಸಭೆಯ ಬಹುತ್ತರ ಪೂರ್ವದ ಸುವರ್ಣ ಸಂಭ್ರಮ ಹಾಗೂ 24 ಕೋಟಿ ಗಾಯತ್ರಿ ಮಹಾ ಜಪ ಯಜ್ಞ ಮತ್ತು ರಾಜ್ಯ ಸಮ್ಮೇಳನವು ಜನವರಿ 18 ಹಾಗೂ 19 ರಂದು ಬೆಂಗಳೂರಿನ ಅರಮನೆ ಮೈದಾನದಲ್ಲಿ ನಡೆಯಲಿದೆ. ಈ ಸಮ್ಮೇಳನದ ಯಶಸ್ವಿಗೆ ಎಲ್ಲರೂ ಸಹಕರಿಸಬೇಕು ಎಂದು ಡಾ.ಪಿ.ಎಸ್.ಅಂಜನ್ ಕುಮಾರ್ ಶರ್ಮ ಮನವಿ ಮಾಡಿದ್ದಾರೆ. ನೂತನ ರಾಜ್ಯ ಉಪಾಧ್ಯಕ್ಷರಿಗೆ ಸಮಾಜದ ಹಲವು ಗಣ್ಯರು ಅಭಿನಂದನೆ ಸಲ್ಲಿಸಿದ್ದಾರೆ. <box>6 678 466 1008</box>
article-headline: ವಿವಿಧ ಸಾಂಸ್ಕೃತಿಕ ಕಾರ್ಯಕ್ರಮಗಳು <box>1214 103 1435 127</box>
notice-table-cell: ಕುಂದಾಣ <box>985 2140 1024 2157</box>
notice-table-cell: 0-10 <box>1132 2157 1199 2174</box>
article-body: ಮೈಸೂರು: ಮೈಸೂರು ವಿಶ್ವವಿದ್ಯಾನಿಲಯದ ಸ್ಕೂಲ್ ಆಫ್ ಪ್ಲಾನಿಂಗ್ ಅಂಡ್ ಆರ್ಕಿಟೆಕ್ಚರ್ ವಿಭಾಗದಲ್ಲಿ ಖಾಲಿ ಇರುವ ಅತಿಥಿ ಸಹಾಯಕ ಪ್ರಾಧ್ಯಾಪಕರ ಹುದ್ದೆಗೆ ಅರ್ಜಿ ಆಹ್ವಾನಿಸಲಾಗಿದೆ. ಅರ್ಹ ಅಭ್ಯರ್ಥಿಗಳು ನವೆಂಬರ್ 27 ರಂದು ನಡೆಯಲಿರುವ Walk-in-interview ಗೆ ಹಾಜರಾಗಬಹುದು. ಹೆಚ್ಚಿನ ಮಾಹಿತಿಗಾಗಿ www.uni-mysore.ac.in ವೆಬ್‌ಸೈಟ್ ವೀಕ್ಷಿಸಬಹುದು ಎಂದು ಕುಲಸಚಿವರು ತಿಳಿಸಿದ್ದಾರೆ. <box>1214 1730 1521 1795</box>
newspaper-logo: ಸಂಜೆ ಮುಗಿಲು <box>1212 13 1381 50</box>
article-headline-line1: ಕಬ್ಬು ಕಟಾವು ಮಾಡದ ಕಾರ್ಖಾನೆ <box>642 599 1038 644</box>
notice-table-header: ಬದಲಾವಣೆ ಕೋರಿರುವ ಭೂ ಉಪಯೋಗ <box>1363 2089 1513 2106</box>
athletes-photo <box>6 1398 597 1579</box>
notice-table-cell: ದೇವನಹಳ್ಳಿ <box>940 2157 985 2174</box>
article-headline: ರಾಜ್ಯ ಸರ್ಕಾರದ ವಿರುದ್ಧ ಘೋಷಣೆ <box>80 103 392 136</box>
notice-table-cell: ಕೃಷಿ <box>1198 2106 1362 2123</box>
notice-date: ದಿನಾಂಕ: 22.11.2024 <box>1436 2029 1515 2039</box>
notice-table-cell: ವಸತಿ <box>1363 2123 1513 2140</box>
notice-table-header: ಮಹಾ ಯೋಜನೆಯ ಪ್ರಕಾರ ಭೂ ಉಪಯೋಗ <box>1198 2089 1362 2106</box>
page-number: 5 <box>1464 2 1514 93</box>
press-club-photo <box>803 1403 1199 1599</box>
inauguration-photo <box>686 168 1003 461</box>
notice-table-cell: 12/2 <box>1087 2140 1132 2157</box>
article-sugarcane-farmers <box>482 597 1198 1333</box>
notice-table-cell: ವಸತಿ <box>1363 2174 1513 2191</box>
notice-table-cell: ಕುಂದಾಣ <box>985 2106 1024 2123</box>
article-col-3: ತರಲಾಗುವುದು ಎಂದು ಭರವಸೆ ನೀಡಿದರು. ಇದೇ ವೇಳೆ ಕಾರ್ಖಾನೆಯ ಅಧಿಕಾರಿಗಳು ಸ್ಥಳಕ್ಕೆ ಆಗಮಿಸಿ ಕಬ್ಬು ಕಟಾವಿಗೆ ಶೀಘ್ರ ಕ್ರಮ ಕೈಗೊಳ್ಳಲಾಗುವುದು ಎಂದು ತಿಳಿಸಿದರು. ನಂತರ ರೈತರು ಪ್ರತಿಭಟನೆ ಹಿಂಪಡೆದರು. ಪ್ರತಿಭಟನೆಯಲ್ಲಿ ರೈತ ಸಂಘದ ಮುಖಂಡರು, ಗ್ರಾಮಸ್ಥರು ಭಾಗವಹಿಸಿದ್ದರು. ಕಾರ್ಖಾನೆಯ ವ್ಯಾಪ್ತಿಯಲ್ಲಿ ಜಮೀನಿನ ಕಬ್ಬು ಕಟಾವಿಗೆ ಬಂದಿದ್ದು, ತಿಂಗಳು ಕಳೆದರೂ ಕಾರ್ಖಾನೆಯವರು ಕಬ್ಬು ಕಟಾವು ಮಾಡಲು ಮುಂದಾಗುತ್ತಿಲ್ಲ. ಈ ಭಾಗದಲ್ಲಿ ಹೆಚ್ಚು ಕಬ್ಬು ಬೆಳೆಯುವುದರಿಂದ ಕಾರ್ಖಾನೆಗೆ ಸಾಕಷ್ಟು ಕಬ್ಬು ಸರಬರಾಜು ಆಗುತ್ತಿದೆ. ಆದರೆ ಕಾರ್ಖಾನೆಯವರು ಉದ್ದೇಶಪೂರ್ವಕವಾಗಿ ವಿಳಂಬ ಮಾಡುತ್ತಿದ್ದಾರೆ. ಕೂಡಲೇ ಕಬ್ಬು ಕಟಾವು ಮಾಡದಿದ್ದಲ್ಲಿ ತೀವ್ರ ಹೋರಾಟ ನಡೆಸಲಾಗುವುದು ಎಂದು ಎಚ್ಚರಿಕೆ ನೀಡಿದರು. <box>735 1021 961 1167</box>
notice-table-cell: ಶ್ರೀ ಮಂಜುನಾಥ್ ಬಿನ್ ಮುನಿಯಪ್ಪ <box>811 2140 940 2157</box>
article-headline: ಜಿಲ್ಲೆಯಲ್ಲಿ ಅಮಾನತುಗೊಂಡ ಪಡಿತರ ಚೀಟಿಗಳು ಮರುಚಾಲನೆ <box>87 1713 515 1740</box>
article-col-1: ನಾಗಮಂಗಲ: ಪುರಸಭೆಗೆ ಸರ್ಕಾರದ ಎಂ ಜನರ ನೀರಿನ ಕಾರ್ಯ ನಿರ್ವಹಿಸುವ ವಿಷಯದಲ್ಲಿ ಪುರಸಭೆಯ ಸದಸ್ಯರು ಹೆಚ್ಚಿನ ಜವಾಬ್ದಾರಿಯುತ ಕೆಲಸ ನಿರ್ವಹಿಸಬೇಕು ಎಂದು ಕೃಷಿ ಸಚಿವ ಎನ್.ಚೆಲುವರಾಯಸ್ವಾಮಿ ಕರೆ ನೀಡಿದರು. ಪಟ್ಟಣದ ಪುರಸಭೆ ಕಚೇರಿಯಲ್ಲಿ ನಡೆದ ನೂತನ ಅಧ್ಯಕ್ಷ ಹಾಗೂ ಉಪಾಧ್ಯಕ್ಷರಿಗೆ ಅಭಿನಂದನಾ ಸಮಾರಂಭದಲ್ಲಿ ಮಾತನಾಡಿದ ಅವರು, ಪಟ್ಟಣದ ಅಭಿವೃದ್ಧಿಗೆ ಎಲ್ಲರೂ ಸಹಕರಿಸಬೇಕು ಎಂದರು. <box>6 1112 230 1204</box>
article-ration-cards <box>6 1711 596 1963</box>
public-notice-biappa <box>778 1978 1521 2403</box>
article-pragathi-college <box>6 1978 770 2403</box>
notice-table-cell: ದೇವನಹಳ್ಳಿ <box>940 2174 985 2191</box>
press-club-banner: PRESS CLUB OF BANGALORE <box>925 1410 1168 1432</box>
notice-table-cell: 15/1 <box>1087 2191 1132 2208</box>
masthead-date: 23.11.2024 <box>1317 71 1378 83</box>
sun-palm-icon <box>1268 23 1289 44</box>
article-headline-line2: ವಿದ್ಯಾರ್ಥಿಗಳು ವಿಭಾಗೀಯ ಮಟ್ಟಕ್ಕೆ ಆಯ್ಕೆ <box>119 2031 658 2079</box>
notice-table-row <box>787 2174 1513 2191</box>
notice-table-cell: 17/6 <box>1087 2157 1132 2174</box>
notice-table-row <box>787 2140 1513 2157</box>
article-small-units-application <box>1214 1353 1521 1685</box>
